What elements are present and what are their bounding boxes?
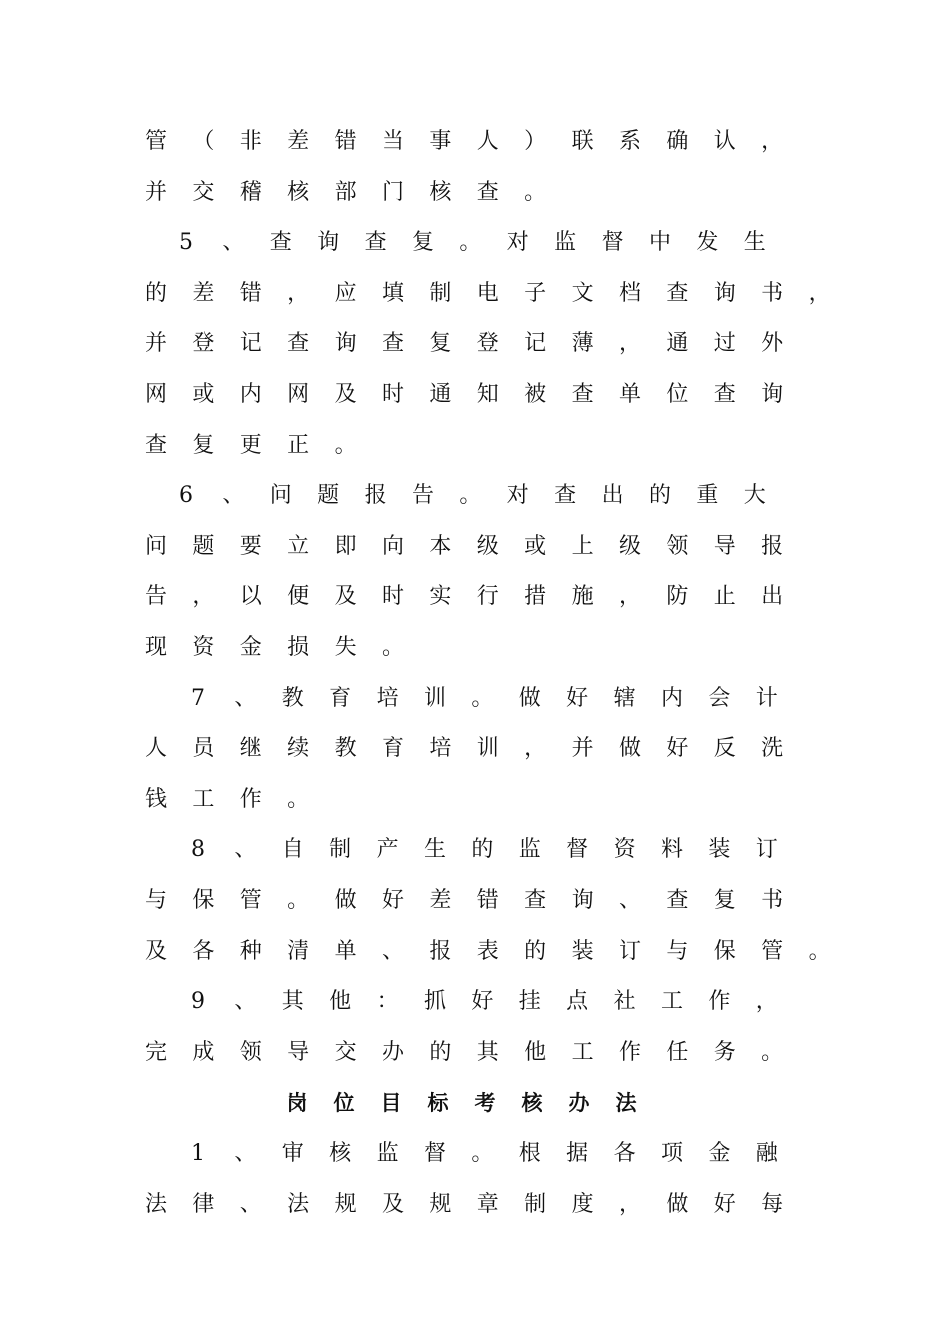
text-char: 金 [708, 1141, 731, 1166]
text-char: 各 [192, 939, 215, 964]
text-char: ， [524, 736, 547, 761]
text-char: 查 [666, 281, 689, 306]
text-char: 制 [429, 281, 452, 306]
text-char: 记 [524, 331, 547, 356]
text-char: 。 [524, 180, 547, 205]
text-char: ， [287, 281, 310, 306]
text-char: 领 [239, 1040, 262, 1065]
text-char: 成 [192, 1040, 215, 1065]
text-char: 错 [476, 888, 499, 913]
text-char: 措 [524, 584, 547, 609]
text-char: 上 [571, 534, 594, 559]
section-heading [0, 1083, 950, 1123]
text-char: 网 [287, 382, 310, 407]
text-char: 门 [381, 180, 404, 205]
text-char: 查 [287, 331, 310, 356]
text-char: 领 [666, 534, 689, 559]
text-char: 或 [524, 534, 547, 559]
text-char: 电 [476, 281, 499, 306]
text-char: 。 [287, 787, 310, 812]
text-char: 查 [666, 888, 689, 913]
text-char: 洗 [761, 736, 784, 761]
text-line [0, 527, 950, 567]
text-char: 根 [518, 1141, 541, 1166]
text-char: 并 [571, 736, 594, 761]
text-char: 或 [192, 382, 215, 407]
text-char: 稽 [239, 180, 262, 205]
text-char: 、 [222, 483, 245, 508]
text-char: 资 [613, 837, 636, 862]
text-char: 育 [329, 686, 352, 711]
text-char: 好 [381, 888, 404, 913]
text-char: 级 [476, 534, 499, 559]
text-line [0, 679, 950, 719]
text-char: 复 [429, 331, 452, 356]
text-char: 实 [429, 584, 452, 609]
text-char: 导 [713, 534, 736, 559]
text-char: 监 [554, 230, 577, 255]
text-char: 继 [239, 736, 262, 761]
text-char: 。 [761, 1040, 784, 1065]
text-char: 好 [471, 989, 494, 1014]
text-char: 与 [144, 888, 167, 913]
text-char: 通 [429, 382, 452, 407]
text-char: 管 [144, 129, 167, 154]
text-char: 做 [518, 686, 541, 711]
text-char: 度 [571, 1192, 594, 1217]
text-char: 询 [571, 888, 594, 913]
text-char: 的 [524, 939, 547, 964]
text-char: 做 [334, 888, 357, 913]
text-char: 出 [761, 584, 784, 609]
text-char: 向 [381, 534, 404, 559]
text-char: 报 [364, 483, 387, 508]
text-line [0, 982, 950, 1022]
text-char: 辖 [613, 686, 636, 711]
text-char: 应 [334, 281, 357, 306]
text-char: 、 [239, 1192, 262, 1217]
text-char: 审 [281, 1141, 304, 1166]
text-char: 止 [713, 584, 736, 609]
text-char: 。 [459, 483, 482, 508]
text-char: 通 [666, 331, 689, 356]
text-char: 与 [666, 939, 689, 964]
text-char: 复 [192, 433, 215, 458]
text-char: 规 [429, 1192, 452, 1217]
text-char: 抓 [423, 989, 446, 1014]
text-char: 培 [429, 736, 452, 761]
text-char: 督 [601, 230, 624, 255]
text-char: 询 [761, 382, 784, 407]
text-char: 报 [429, 939, 452, 964]
text-char: 联 [571, 129, 594, 154]
text-char: 制 [524, 1192, 547, 1217]
text-char: 非 [239, 129, 262, 154]
text-char: 章 [476, 1192, 499, 1217]
text-char: 工 [571, 1040, 594, 1065]
text-char: 行 [476, 584, 499, 609]
text-char: 订 [755, 837, 778, 862]
text-line [0, 1134, 950, 1174]
text-char: 书 [761, 281, 784, 306]
text-char: 知 [476, 382, 499, 407]
text-char: 计 [755, 686, 778, 711]
text-char: ， [618, 584, 641, 609]
text-char: 做 [618, 736, 641, 761]
text-char: 办 [381, 1040, 404, 1065]
text-char: 管 [761, 939, 784, 964]
text-char: 查 [524, 888, 547, 913]
text-char: 级 [618, 534, 641, 559]
text-char: 查 [381, 331, 404, 356]
text-char: 生 [423, 837, 446, 862]
text-char: 对 [506, 483, 529, 508]
text-char: 好 [666, 736, 689, 761]
text-char: 位 [333, 1090, 355, 1115]
text-char: 好 [713, 1192, 736, 1217]
text-char: 查 [269, 230, 292, 255]
text-char: 装 [708, 837, 731, 862]
text-line [0, 375, 950, 415]
text-char: 时 [381, 382, 404, 407]
text-char: 正 [287, 433, 310, 458]
text-char: 的 [429, 1040, 452, 1065]
text-line [0, 122, 950, 162]
text-char: 核 [521, 1090, 543, 1115]
text-char: 点 [566, 989, 589, 1014]
text-char: ， [761, 129, 784, 154]
text-char: 以 [239, 584, 262, 609]
text-char: 管 [239, 888, 262, 913]
text-char: 被 [524, 382, 547, 407]
text-line [0, 1185, 950, 1225]
text-char: ， [192, 584, 215, 609]
text-char: 查 [571, 382, 594, 407]
text-char: 挂 [518, 989, 541, 1014]
text-char: （ [192, 129, 215, 154]
text-char: 查 [476, 180, 499, 205]
text-char: 重 [696, 483, 719, 508]
text-char: 融 [755, 1141, 778, 1166]
text-char: 题 [317, 483, 340, 508]
text-char: 查 [144, 433, 167, 458]
text-char: 他 [524, 1040, 547, 1065]
text-char: 其 [281, 989, 304, 1014]
text-line [0, 830, 950, 870]
text-line [0, 577, 950, 617]
text-char: ， [808, 281, 831, 306]
text-char: 书 [761, 888, 784, 913]
text-char: 办 [568, 1090, 590, 1115]
text-char: 标 [427, 1090, 449, 1115]
text-char: 当 [381, 129, 404, 154]
text-char: ， [618, 1192, 641, 1217]
text-char: 7 [191, 686, 205, 711]
text-line [0, 223, 950, 263]
text-char: 作 [708, 989, 731, 1014]
text-char: 防 [666, 584, 689, 609]
text-char: 告 [411, 483, 434, 508]
text-char: 、 [222, 230, 245, 255]
text-char: 告 [144, 584, 167, 609]
text-char: 及 [144, 939, 167, 964]
text-char: 过 [713, 331, 736, 356]
text-char: 督 [566, 837, 589, 862]
text-char: 交 [192, 180, 215, 205]
text-char: 大 [743, 483, 766, 508]
text-char: 部 [334, 180, 357, 205]
text-char: 务 [713, 1040, 736, 1065]
text-char: 报 [761, 534, 784, 559]
text-char: 、 [618, 888, 641, 913]
text-char: 立 [287, 534, 310, 559]
text-char: 薄 [571, 331, 594, 356]
text-char: 律 [192, 1192, 215, 1217]
text-char: 教 [281, 686, 304, 711]
text-char: 题 [192, 534, 215, 559]
text-char: 并 [144, 331, 167, 356]
text-char: 核 [329, 1141, 352, 1166]
text-char: 工 [660, 989, 683, 1014]
text-char: 核 [287, 180, 310, 205]
text-char: 资 [192, 635, 215, 660]
text-char: 差 [429, 888, 452, 913]
text-line [0, 274, 950, 314]
text-char: 内 [660, 686, 683, 711]
text-char: 。 [334, 433, 357, 458]
text-char: 事 [429, 129, 452, 154]
text-char: 时 [381, 584, 404, 609]
text-char: 作 [618, 1040, 641, 1065]
text-char: 登 [476, 331, 499, 356]
text-char: 项 [660, 1141, 683, 1166]
text-char: 、 [234, 1141, 257, 1166]
text-char: 产 [376, 837, 399, 862]
text-char: 作 [239, 787, 262, 812]
text-line [0, 476, 950, 516]
text-char: 社 [613, 989, 636, 1014]
text-char: 自 [281, 837, 304, 862]
text-char: 复 [411, 230, 434, 255]
text-char: 订 [618, 939, 641, 964]
text-line [0, 932, 950, 972]
text-char: 。 [471, 1141, 494, 1166]
text-char: 法 [287, 1192, 310, 1217]
text-char: 失 [334, 635, 357, 660]
text-char: 差 [287, 129, 310, 154]
text-line [0, 426, 950, 466]
text-char: 据 [566, 1141, 589, 1166]
text-char: 反 [713, 736, 736, 761]
text-char: 发 [696, 230, 719, 255]
text-char: 更 [239, 433, 262, 458]
text-char: 续 [287, 736, 310, 761]
text-char: 培 [376, 686, 399, 711]
text-char: 确 [666, 129, 689, 154]
text-line [0, 324, 950, 364]
text-char: 员 [192, 736, 215, 761]
text-char: 。 [471, 686, 494, 711]
text-char: 法 [615, 1090, 637, 1115]
text-char: 。 [381, 635, 404, 660]
text-char: 及 [334, 382, 357, 407]
text-char: 表 [476, 939, 499, 964]
text-char: 清 [287, 939, 310, 964]
text-char: 网 [144, 382, 167, 407]
text-char: 档 [618, 281, 641, 306]
text-char: 文 [571, 281, 594, 306]
text-char: 好 [566, 686, 589, 711]
text-char: 现 [144, 635, 167, 660]
text-char: 生 [743, 230, 766, 255]
text-char: 考 [474, 1090, 496, 1115]
text-char: 他 [329, 989, 352, 1014]
text-char: 中 [648, 230, 671, 255]
text-char: 种 [239, 939, 262, 964]
text-char: 会 [708, 686, 731, 711]
text-char: 各 [613, 1141, 636, 1166]
text-char: 人 [144, 736, 167, 761]
text-char: 育 [381, 736, 404, 761]
text-char: 便 [287, 584, 310, 609]
text-char: 保 [192, 888, 215, 913]
text-char: 、 [234, 989, 257, 1014]
text-char: 的 [144, 281, 167, 306]
text-char: 单 [334, 939, 357, 964]
text-line [0, 173, 950, 213]
text-char: 。 [808, 939, 831, 964]
text-char: 子 [524, 281, 547, 306]
text-char: 施 [571, 584, 594, 609]
text-char: 完 [144, 1040, 167, 1065]
text-char: 差 [192, 281, 215, 306]
text-char: 6 [179, 483, 193, 508]
text-char: 的 [648, 483, 671, 508]
text-char: 9 [191, 989, 205, 1014]
text-char: 单 [618, 382, 641, 407]
text-char: ： [376, 989, 399, 1014]
text-char: 导 [287, 1040, 310, 1065]
text-char: 、 [381, 939, 404, 964]
text-char: 询 [334, 331, 357, 356]
text-char: 认 [713, 129, 736, 154]
text-char: 料 [660, 837, 683, 862]
text-char: 位 [666, 382, 689, 407]
text-line [0, 1033, 950, 1073]
text-char: ， [755, 989, 778, 1014]
text-char: 本 [429, 534, 452, 559]
text-char: 人 [476, 129, 499, 154]
text-char: 督 [423, 1141, 446, 1166]
text-char: 对 [506, 230, 529, 255]
text-char: 保 [713, 939, 736, 964]
text-char: 1 [191, 1141, 205, 1166]
text-char: 外 [761, 331, 784, 356]
text-char: 查 [364, 230, 387, 255]
text-char: 、 [234, 686, 257, 711]
text-char: 训 [423, 686, 446, 711]
text-char: 询 [713, 281, 736, 306]
text-char: 其 [476, 1040, 499, 1065]
text-char: 询 [317, 230, 340, 255]
text-char: 即 [334, 534, 357, 559]
text-line [0, 729, 950, 769]
text-char: 及 [381, 1192, 404, 1217]
text-char: 钱 [144, 787, 167, 812]
text-char: 错 [334, 129, 357, 154]
text-char: 内 [239, 382, 262, 407]
text-char: 做 [666, 1192, 689, 1217]
text-line [0, 881, 950, 921]
text-char: 制 [329, 837, 352, 862]
text-char: 装 [571, 939, 594, 964]
text-char: 填 [381, 281, 404, 306]
text-char: 登 [192, 331, 215, 356]
text-char: 工 [192, 787, 215, 812]
text-char: 损 [287, 635, 310, 660]
text-char: ） [524, 129, 547, 154]
text-line [0, 628, 950, 668]
text-char: 交 [334, 1040, 357, 1065]
text-char: 。 [287, 888, 310, 913]
text-char: 及 [334, 584, 357, 609]
text-char: ， [618, 331, 641, 356]
text-char: 查 [554, 483, 577, 508]
text-char: 岗 [286, 1090, 308, 1115]
text-char: 监 [518, 837, 541, 862]
text-char: 并 [144, 180, 167, 205]
text-char: 、 [234, 837, 257, 862]
text-char: 金 [239, 635, 262, 660]
text-line [0, 780, 950, 820]
text-char: 监 [376, 1141, 399, 1166]
text-char: 记 [239, 331, 262, 356]
text-char: 核 [429, 180, 452, 205]
text-char: 问 [144, 534, 167, 559]
text-char: 目 [380, 1090, 402, 1115]
text-char: 查 [713, 382, 736, 407]
text-char: 出 [601, 483, 624, 508]
text-char: 8 [191, 837, 205, 862]
text-char: 每 [761, 1192, 784, 1217]
text-char: 训 [476, 736, 499, 761]
text-char: 。 [459, 230, 482, 255]
text-char: 要 [239, 534, 262, 559]
text-char: 问 [269, 483, 292, 508]
text-char: 任 [666, 1040, 689, 1065]
text-char: 错 [239, 281, 262, 306]
text-char: 法 [144, 1192, 167, 1217]
text-char: 5 [179, 230, 193, 255]
text-char: 复 [713, 888, 736, 913]
text-char: 的 [471, 837, 494, 862]
text-char: 系 [618, 129, 641, 154]
text-char: 教 [334, 736, 357, 761]
text-char: 规 [334, 1192, 357, 1217]
